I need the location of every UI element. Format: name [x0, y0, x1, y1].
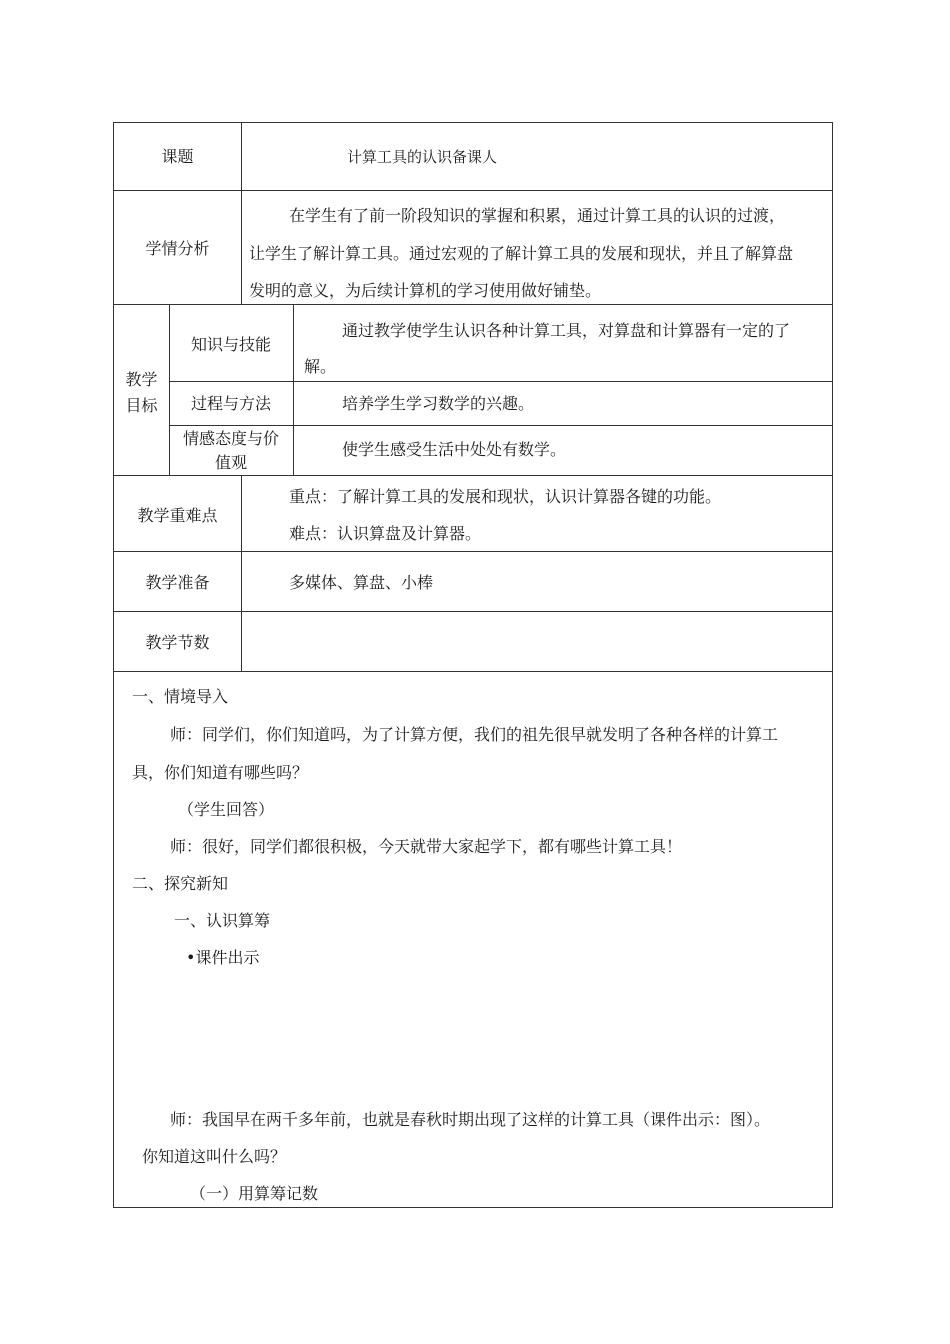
process-text: 培养学生学习数学的兴趣。 — [342, 394, 535, 413]
row-divider — [114, 190, 832, 191]
column-divider — [241, 475, 242, 671]
key-points-label: 教学重难点 — [137, 506, 218, 525]
analysis-label: 学情分析 — [145, 239, 210, 258]
key-point-difficulty: 难点：认识算盘及计算器。 — [289, 524, 482, 543]
column-divider — [241, 123, 242, 304]
section-heading: 一、情境导入 — [132, 687, 229, 706]
subsection-heading: 一、认识算筹 — [174, 911, 271, 930]
student-answer: （学生回答） — [178, 800, 275, 819]
row-divider — [114, 475, 832, 476]
emotion-label: 值观 — [214, 453, 247, 472]
process-label: 过程与方法 — [190, 394, 271, 413]
dialogue-line: 师：很好，同学们都很积极，今天就带大家起学下，都有哪些计算工具！ — [170, 837, 683, 856]
emotion-text: 使学生感受生活中处处有数学。 — [342, 440, 567, 459]
section-heading: 二、探究新知 — [132, 874, 229, 893]
dialogue-line: 你知道这叫什么吗？ — [142, 1147, 287, 1166]
row-divider — [114, 304, 832, 305]
row-divider — [114, 611, 832, 612]
knowledge-text: 解。 — [304, 357, 337, 376]
row-divider — [114, 551, 832, 552]
key-point-focus: 重点：了解计算工具的发展和现状，认识计算器各键的功能。 — [289, 487, 722, 506]
knowledge-label: 知识与技能 — [190, 335, 271, 354]
analysis-line: 发明的意义，为后续计算机的学习使用做好铺垫。 — [249, 281, 602, 300]
goals-label: 教学 — [125, 370, 158, 389]
goals-label: 目标 — [125, 396, 158, 415]
column-divider — [293, 304, 294, 475]
dialogue-line: 具，你们知道有哪些吗？ — [132, 763, 309, 782]
lesson-plan-table — [113, 122, 833, 1208]
analysis-line: 让学生了解计算工具。通过宏观的了解计算工具的发展和现状，并且了解算盘 — [249, 244, 794, 263]
subsection-heading: （一）用算筹记数 — [190, 1184, 319, 1203]
row-divider — [169, 381, 832, 382]
knowledge-text: 通过教学使学生认识各种计算工具，对算盘和计算器有一定的了 — [342, 321, 791, 340]
courseware-note: •课件出示 — [186, 948, 260, 967]
analysis-line: 在学生有了前一阶段知识的掌握和积累，通过计算工具的认识的过渡， — [289, 206, 786, 225]
emotion-label: 情感态度与价 — [182, 429, 279, 448]
preparation-label: 教学准备 — [145, 573, 210, 592]
dialogue-line: 师：同学们，你们知道吗，为了计算方便，我们的祖先很早就发明了各种各样的计算工 — [170, 725, 779, 744]
lesson-title: 计算工具的认识备课人 — [347, 148, 498, 166]
column-divider — [169, 304, 170, 475]
title-label: 课题 — [161, 147, 194, 166]
dialogue-line: 师：我国早在两千多年前，也就是春秋时期出现了这样的计算工具（课件出示：图）。 — [170, 1110, 771, 1129]
preparation-text: 多媒体、算盘、小棒 — [289, 573, 434, 592]
row-divider — [114, 671, 832, 672]
sessions-label: 教学节数 — [145, 633, 210, 652]
row-divider — [169, 425, 832, 426]
